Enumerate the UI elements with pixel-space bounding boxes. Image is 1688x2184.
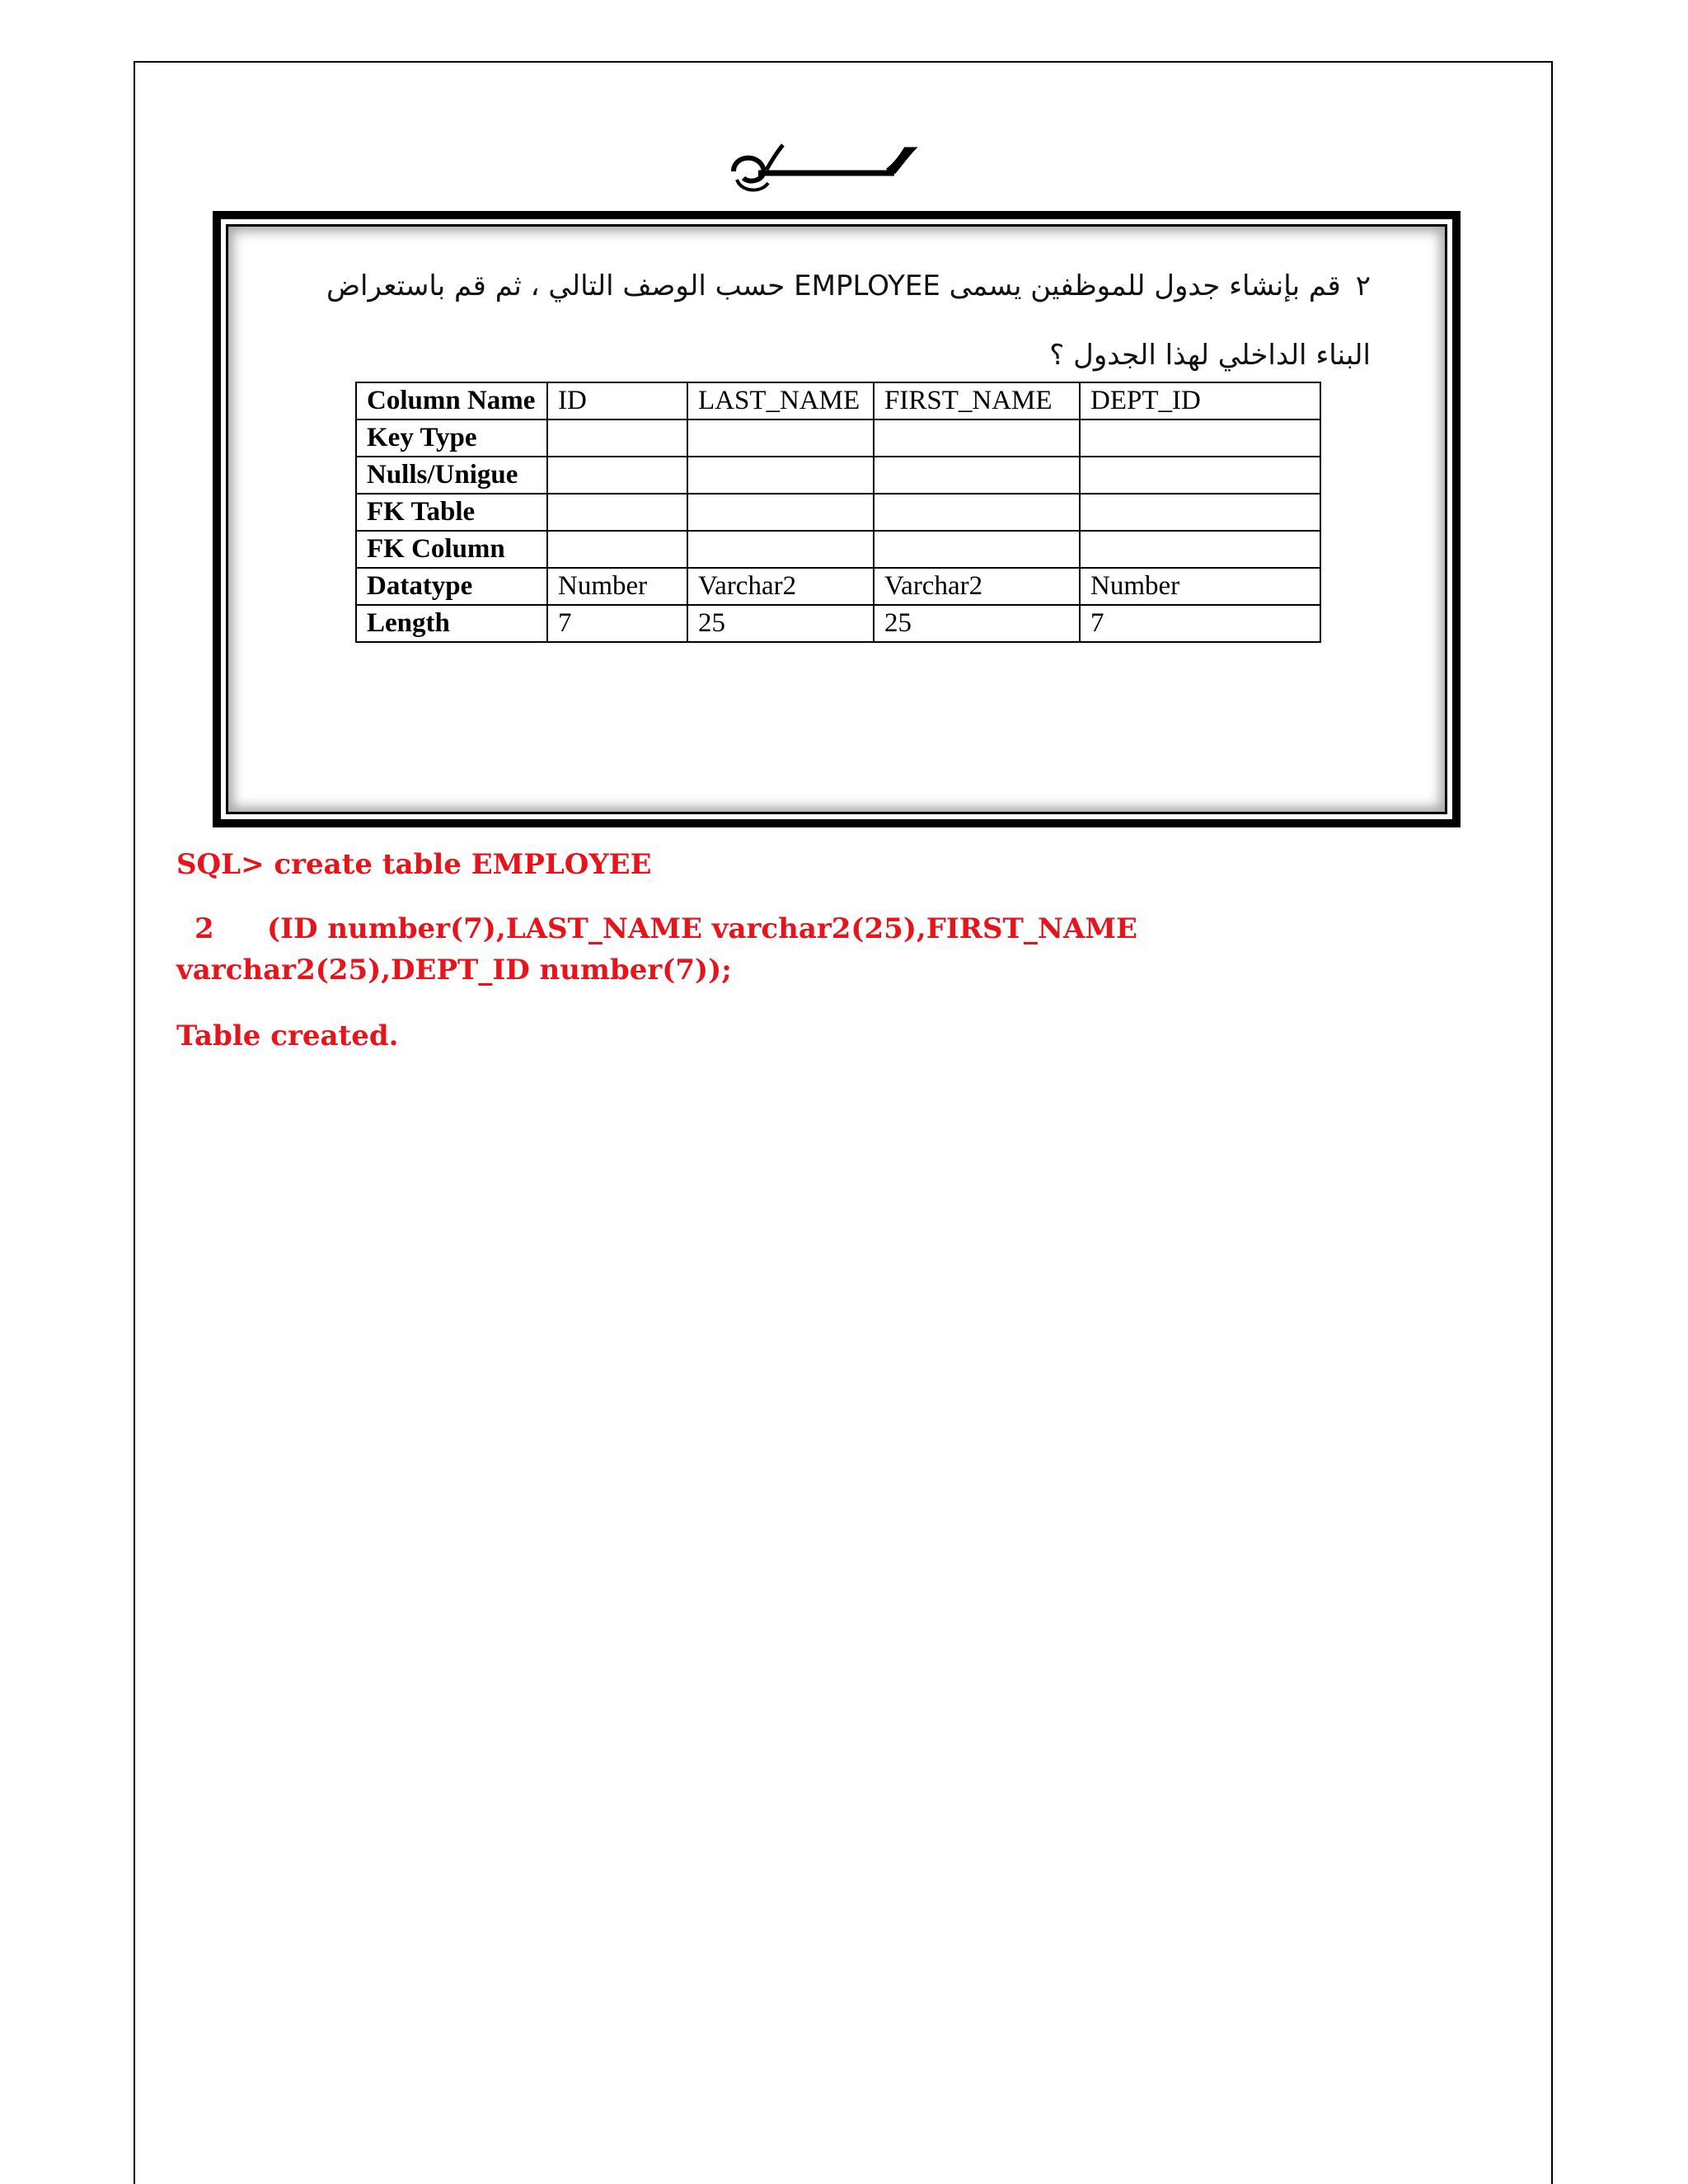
table-cell: [874, 531, 1080, 568]
table-cell: [1080, 531, 1320, 568]
table-cell: [874, 457, 1080, 494]
table-cell: 25: [874, 605, 1080, 642]
table-cell: [874, 419, 1080, 457]
table-cell: [874, 494, 1080, 531]
table-cell: [1080, 457, 1320, 494]
table-row: [356, 568, 1320, 605]
table-cell: LAST_NAME: [687, 382, 874, 419]
sql-line-number: 2: [195, 912, 214, 945]
sql-result-message: Table created.: [176, 1019, 399, 1052]
table-row: [356, 531, 1320, 568]
table-cell: Number: [547, 568, 687, 605]
question-frame: [213, 211, 1461, 827]
table-row: [356, 605, 1320, 642]
table-row: [356, 419, 1320, 457]
table-cell: [1080, 494, 1320, 531]
question-text-block: [302, 251, 1371, 390]
table-row-header: Key Type: [356, 419, 547, 457]
table-row-header: Nulls/Unigue: [356, 457, 547, 494]
sql-command-line: SQL> create table EMPLOYEE: [176, 848, 652, 881]
table-cell: [687, 494, 874, 531]
table-row: [356, 457, 1320, 494]
table-row: [356, 382, 1320, 419]
table-row-header: FK Table: [356, 494, 547, 531]
table-cell: [1080, 419, 1320, 457]
table-cell: [687, 457, 874, 494]
table-cell: Varchar2: [874, 568, 1080, 605]
table-row-header: Column Name: [356, 382, 547, 419]
sql-column-definition: [176, 908, 1462, 991]
calligraphy-ornament: [725, 138, 923, 199]
table-cell: DEPT_ID: [1080, 382, 1320, 419]
table-cell: FIRST_NAME: [874, 382, 1080, 419]
table-cell: ID: [547, 382, 687, 419]
table-cell: [547, 457, 687, 494]
question-number: ٢: [1355, 269, 1371, 302]
question-frame-inner: [226, 224, 1447, 814]
table-row-header: FK Column: [356, 531, 547, 568]
table-cell: [687, 531, 874, 568]
sql-column-text: (ID number(7),LAST_NAME varchar2(25),FIRST_NAME varchar2(25),DEPT_ID number(7));: [176, 912, 1137, 987]
table-cell: Number: [1080, 568, 1320, 605]
table-cell: [687, 419, 874, 457]
table-cell: 7: [547, 605, 687, 642]
table-cell: [547, 419, 687, 457]
table-cell: [547, 494, 687, 531]
table-cell: 25: [687, 605, 874, 642]
table-cell: [547, 531, 687, 568]
table-row: [356, 494, 1320, 531]
employee-spec-table: [355, 382, 1321, 643]
table-row-header: Length: [356, 605, 547, 642]
table-row-header: Datatype: [356, 568, 547, 605]
table-cell: Varchar2: [687, 568, 874, 605]
table-cell: 7: [1080, 605, 1320, 642]
question-text: قم بإنشاء جدول للموظفين يسمى EMPLOYEE حسب الوصف التالي ، ثم قم باستعراض البناء الداخلي لهذا الجدول ؟: [326, 269, 1371, 372]
